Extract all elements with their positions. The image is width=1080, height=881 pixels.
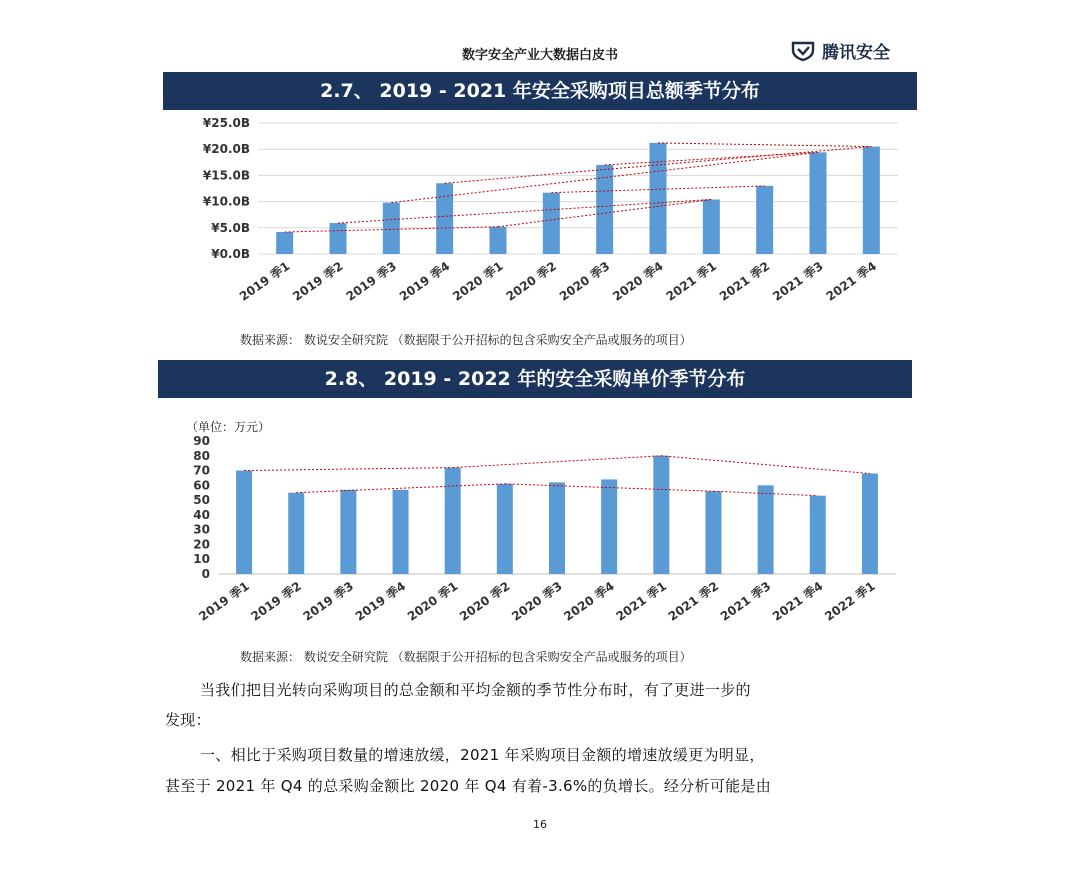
chart2-unit-label: （单位：万元） [186, 420, 271, 434]
bar [393, 490, 409, 574]
bar [756, 186, 773, 254]
x-tick-label: 2019 季1 [196, 578, 252, 624]
bar [490, 227, 507, 254]
x-tick-label: 2019 季2 [248, 578, 304, 624]
paragraph-2-line-2: 甚至于 2021 年 Q4 的总采购金额比 2020 年 Q4 有着-3.6%的负增长。经分析可能是由 [165, 777, 772, 795]
bar [862, 474, 878, 574]
x-tick-label: 2021 季1 [613, 578, 670, 624]
y-tick-label: 20 [193, 537, 210, 552]
y-tick-label: ¥15.0B [202, 168, 250, 183]
source-caption-2: 数据来源： 数说安全研究院 （数据限于公开招标的包含采购安全产品或服务的项目） [240, 650, 692, 664]
bar [758, 485, 774, 574]
y-tick-label: 50 [193, 493, 210, 508]
x-tick-label: 2021 季1 [663, 258, 720, 304]
y-tick-label: 10 [193, 552, 210, 567]
x-tick-label: 2019 季4 [352, 578, 409, 624]
x-tick-label: 2021 季4 [823, 258, 880, 304]
bar [703, 200, 720, 254]
document-header-title: 数字安全产业大数据白皮书 [461, 48, 618, 63]
x-tick-label: 2021 季2 [665, 578, 722, 624]
source-caption-1: 数据来源： 数说安全研究院 （数据限于公开招标的包含采购安全产品或服务的项目） [240, 333, 692, 347]
bar [276, 232, 293, 254]
chart-total-amount [160, 112, 920, 330]
paragraph-1-line-1: 当我们把目光转向采购项目的总金额和平均金额的季节性分布时，有了更进一步的 [200, 681, 751, 699]
bar [650, 143, 667, 254]
x-tick-label: 2020 季3 [509, 578, 565, 624]
x-tick-label: 2021 季4 [770, 578, 826, 624]
x-tick-label: 2021 季2 [716, 258, 773, 304]
bar [497, 484, 513, 574]
x-tick-label: 2020 季2 [503, 258, 560, 304]
y-tick-label: ¥25.0B [202, 116, 250, 130]
y-tick-label: 80 [193, 448, 210, 463]
bar [549, 482, 565, 574]
trend-line [661, 456, 870, 474]
y-tick-label: ¥20.0B [202, 142, 250, 157]
bar [288, 493, 304, 574]
bar [810, 152, 827, 254]
section-banner-2-8: 2.8、 2019 - 2022 年的安全采购单价季节分布 [158, 360, 912, 398]
y-tick-label: 0 [201, 567, 210, 581]
x-tick-label: 2019 季3 [343, 258, 400, 304]
x-tick-label: 2019 季3 [300, 578, 357, 624]
x-tick-label: 2021 季3 [770, 258, 826, 304]
bar [236, 471, 252, 574]
x-tick-label: 2020 季1 [450, 258, 506, 304]
paragraph-2-line-1: 一、相比于采购项目数量的增速放缓，2021 年采购项目金额的增速放缓更为明显， [200, 746, 765, 764]
y-tick-label: ¥10.0B [202, 194, 250, 209]
bar [445, 468, 461, 574]
trend-line [605, 152, 818, 165]
y-tick-label: 70 [193, 463, 210, 478]
x-tick-label: 2020 季4 [561, 578, 617, 624]
y-tick-label: 40 [193, 507, 210, 522]
brand-name: 腾讯安全 [822, 43, 890, 63]
shield-icon [790, 40, 816, 62]
y-tick-label: 60 [193, 478, 210, 493]
bar [601, 479, 617, 574]
chart-unit-price [160, 432, 920, 638]
bar [705, 491, 721, 574]
x-tick-label: 2021 季3 [717, 578, 774, 624]
bar [863, 147, 880, 254]
x-tick-label: 2020 季3 [556, 258, 613, 304]
x-tick-label: 2020 季2 [457, 578, 513, 624]
bar [383, 203, 400, 254]
trend-line [453, 456, 662, 468]
y-tick-label: 90 [193, 434, 210, 448]
y-tick-label: 30 [193, 522, 210, 537]
x-tick-label: 2020 季1 [404, 578, 461, 624]
bar [543, 193, 560, 254]
x-tick-label: 2020 季4 [610, 258, 666, 304]
x-tick-label: 2022 季1 [822, 578, 878, 624]
brand-logo [790, 38, 890, 63]
trend-line [244, 468, 453, 471]
bar [810, 496, 826, 574]
x-tick-label: 2019 季4 [396, 258, 453, 304]
section-banner-2-7: 2.7、 2019 - 2021 年安全采购项目总额季节分布 [163, 72, 917, 110]
y-tick-label: ¥5.0B [211, 220, 250, 235]
paragraph-1-line-2: 发现： [165, 711, 211, 729]
y-tick-label: ¥0.0B [211, 247, 250, 261]
bar [653, 456, 669, 574]
trend-line [658, 143, 871, 147]
page-number: 16 [533, 818, 547, 831]
bar [436, 183, 453, 254]
x-tick-label: 2019 季2 [290, 258, 346, 304]
x-tick-label: 2019 季1 [236, 258, 293, 304]
bar [340, 490, 356, 574]
bar [330, 223, 347, 254]
